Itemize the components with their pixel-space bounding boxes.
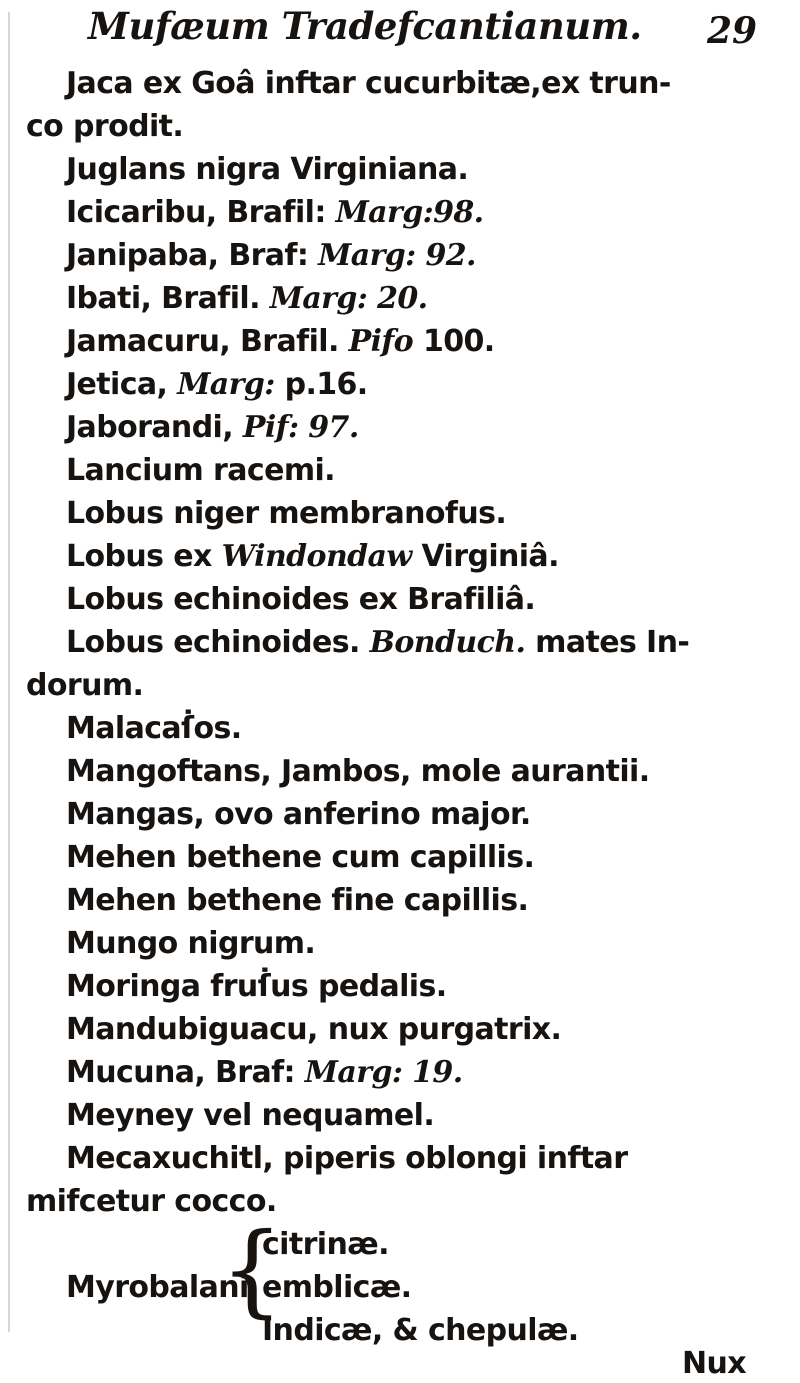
- list-item: Moringa fruẛus pedalis.: [66, 969, 447, 1004]
- list-item: Lobus niger membranofus.: [66, 496, 507, 531]
- list-item: Mangas, ovo anferino major.: [66, 797, 531, 832]
- list-item: Juglans nigra Virginiana.: [66, 152, 469, 187]
- list-item: Jamacuru, Brafil. Pifo 100.: [66, 324, 495, 359]
- running-title: Mufæum Tradefcantianum.: [88, 4, 642, 48]
- list-item: Lancium racemi.: [66, 453, 335, 488]
- page-header: [0, 2, 800, 58]
- list-item: mifcetur cocco.: [26, 1184, 277, 1219]
- list-item: Ibati, Brafil. Marg: 20.: [66, 281, 428, 316]
- list-item: Jaca ex Goâ inftar cucurbitæ,ex trun-: [66, 66, 671, 101]
- page-number: 29: [707, 10, 758, 52]
- list-item: Mehen bethene fine capillis.: [66, 883, 529, 918]
- myrobalani-item: citrinæ.: [262, 1227, 389, 1262]
- list-item: Jaborandi, Pif: 97.: [66, 410, 359, 445]
- list-item: Mecaxuchitl, piperis oblongi inftar: [66, 1141, 628, 1176]
- list-item: Lobus echinoides. Bonduch. mates In-: [66, 625, 690, 660]
- catchword: Nux: [682, 1346, 747, 1381]
- list-item: Mandubiguacu, nux purgatrix.: [66, 1012, 562, 1047]
- list-item: Janipaba, Braf: Marg: 92.: [66, 238, 476, 273]
- list-item: Meyney vel nequamel.: [66, 1098, 435, 1133]
- list-item: Jetica, Marg: p.16.: [66, 367, 368, 402]
- myrobalani-item: Indicæ, & chepulæ.: [262, 1313, 579, 1348]
- list-item: Mangoftans, Jambos, mole aurantii.: [66, 754, 650, 789]
- list-item: Mehen bethene cum capillis.: [66, 840, 535, 875]
- curly-brace: {: [220, 1211, 284, 1328]
- myrobalani-item: emblicæ.: [262, 1270, 412, 1305]
- gutter-shadow: [8, 12, 10, 1332]
- list-item: Lobus echinoides ex Brafiliâ.: [66, 582, 536, 617]
- list-item: Icicaribu, Brafil: Marg:98.: [66, 195, 484, 230]
- list-item: Lobus ex Windondaw Virginiâ.: [66, 539, 559, 574]
- list-item: Mucuna, Braf: Marg: 19.: [66, 1055, 463, 1090]
- list-item: dorum.: [26, 668, 144, 703]
- list-item: Malacaẛos.: [66, 711, 242, 746]
- list-item: Mungo nigrum.: [66, 926, 316, 961]
- myrobalani-label: Myrobalani: [66, 1270, 249, 1305]
- list-item: co prodit.: [26, 109, 184, 144]
